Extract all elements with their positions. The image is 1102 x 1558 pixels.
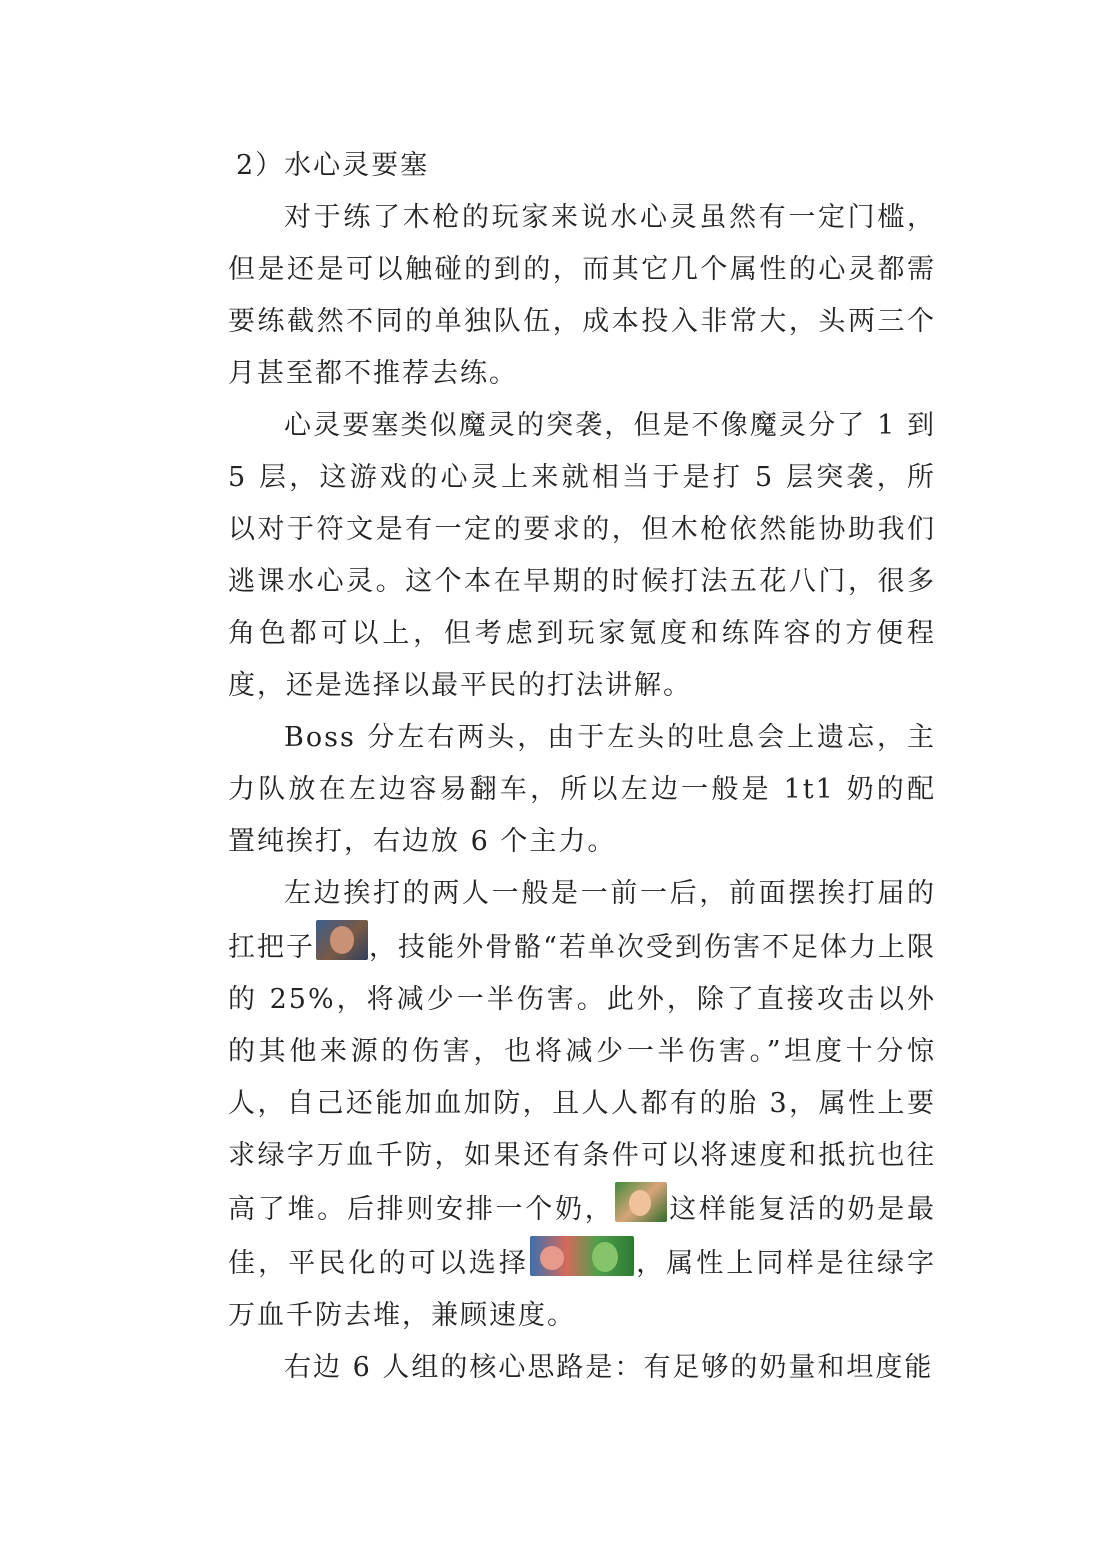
paragraph-1: 对于练了木枪的玩家来说水心灵虽然有一定门槛，但是还是可以触碰的到的，而其它几个属性的心灵都需要练截然不同的单独队伍，成本投入非常大，头两三个月甚至都不推荐去练。 [228,202,936,389]
paragraph-4-part-3: 这样能复活的奶是最佳，平民化的可以选择 [228,1194,937,1279]
paragraph-4-part-4: ，属性上同样是往绿字万血千防去堆，兼顾速度。 [228,1248,936,1331]
paragraph-2: 心灵要塞类似魔灵的突袭，但是不像魔灵分了 1 到 5 层，这游戏的心灵上来就相当于是打 5 层突袭，所以对于符文是有一定的要求的，但木枪依然能协助我们逃课水心灵。这个本在早期的时候打法五花八门，很多角色都可以上，但考虑到玩家氪度和练阵容的方便程度，还是选择以最平民的打法讲解。 [228,410,936,701]
paragraph-4-part-1: 左边挨打的两人一般是一前一后，前面摆挨打届的扛把子 [228,878,936,963]
section-heading: 2）水心灵要塞 [236,150,430,181]
reviver-healer-avatar-icon [615,1182,667,1222]
bruiser-avatar-icon [316,920,368,960]
paragraph-4-part-2: ，技能外骨骼“若单次受到伤害不足体力上限的 25%，将减少一半伤害。此外，除了直接攻击以外的其他来源的伤害，也将减少一半伤害。”坦度十分惊人，自己还能加血加防，且人人都有的胎 3，属性上要求绿字万血千防，如果还有条件可以将速度和抵抗也往高了堆。后排则安排一个奶， [228,932,936,1225]
document-page [228,140,936,1394]
paragraph-4 [228,868,936,1342]
paragraph-3: Boss 分左右两头，由于左头的吐息会上遗忘，主力队放在左边容易翻车，所以左边一般是 1t1 奶的配置纯挨打，右边放 6 个主力。 [228,722,936,857]
budget-healers-avatar-icon [530,1236,634,1276]
paragraph-5: 右边 6 人组的核心思路是：有足够的奶量和坦度能 [284,1352,934,1383]
